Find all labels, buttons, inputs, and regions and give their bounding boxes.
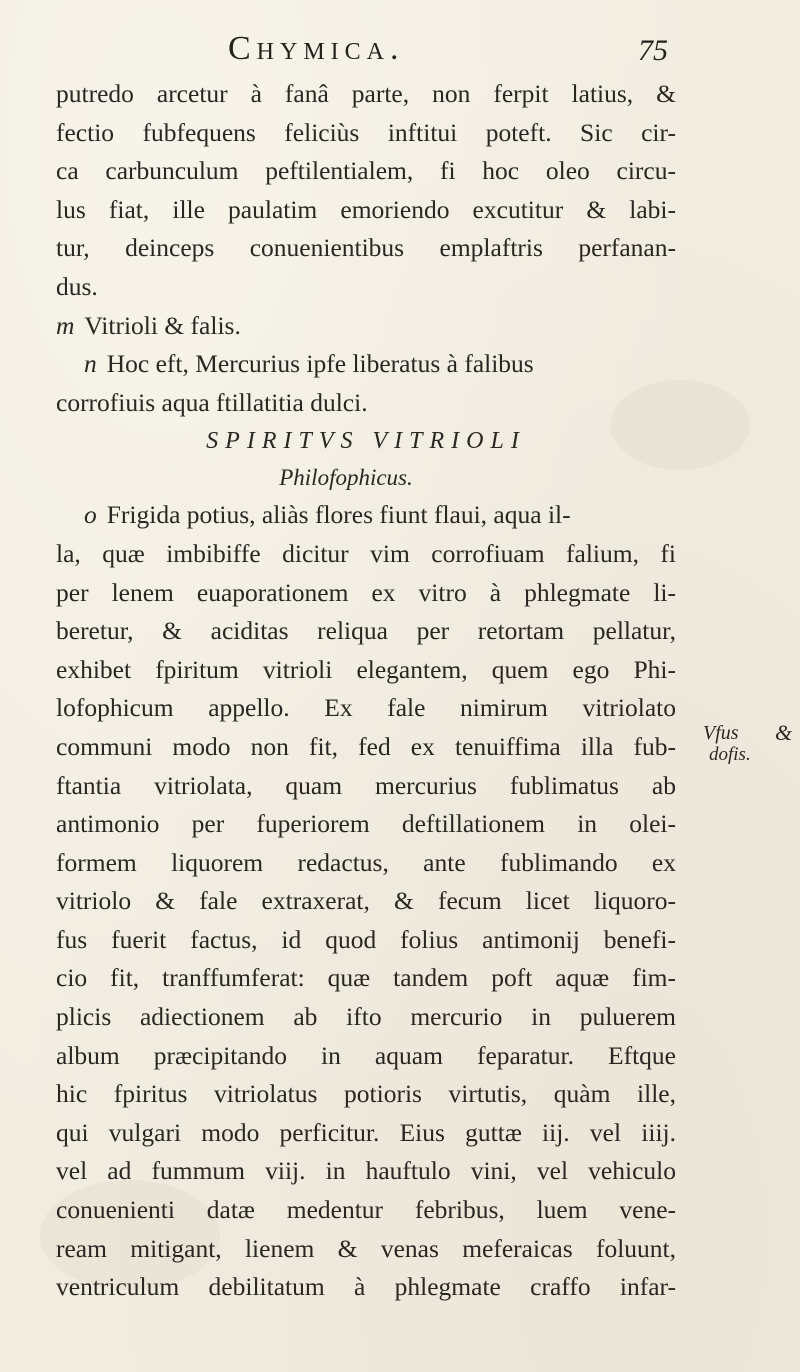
note-text: Vitrioli & falis. [84, 310, 241, 340]
section-title: SPIRITVS VITRIOLI [206, 428, 526, 455]
text-line: fus fuerit factus, id quod folius antimonij benefi- [56, 924, 676, 954]
margin-note-line: dofis. [709, 744, 751, 765]
text-line: antimonio per fuperiorem deftillationem in olei- [56, 809, 676, 839]
note-letter: o [84, 500, 97, 530]
text-line: album præcipitando in aquam feparatur. Eftque [56, 1040, 676, 1070]
body-text [56, 75, 676, 1307]
text-line: formem liquorem redactus, ante fublimando ex [56, 847, 676, 877]
text-line: ream mitigant, lienem & venas meferaicas foluunt, [56, 1233, 676, 1263]
text-line: plicis adiectionem ab ifto mercurio in puluerem [56, 1002, 676, 1032]
margin-ampersand: & [775, 720, 793, 745]
text-line: vel ad fummum viij. in hauftulo vini, vel vehiculo [56, 1156, 676, 1186]
section-subtitle: Philofophicus. [279, 465, 413, 491]
text-line: tur, deinceps conuenientibus emplaftris perfanan- [56, 233, 676, 263]
text-line: per lenem euaporationem ex vitro à phlegmate li- [56, 577, 676, 607]
text-line: cio fit, tranffumferat: quæ tandem poft aquæ fim- [56, 963, 676, 993]
text-line: dus. [56, 271, 98, 301]
note-item-n [56, 345, 676, 384]
text-line: ftantia vitriolata, quam mercurius fublimatus ab [56, 770, 676, 800]
text-line: lus fiat, ille paulatim emoriendo excutitur & labi- [56, 194, 676, 224]
text-line: fectio fubfequens feliciùs inftitui poteft. Sic cir- [56, 117, 676, 147]
text-line: conuenienti datæ medentur febribus, luem vene- [56, 1195, 676, 1225]
note-letter: m [56, 310, 75, 340]
note-text: Hoc eft, Mercurius ipfe liberatus à falibus [106, 349, 534, 379]
page-header [228, 30, 668, 78]
text-line: communi modo non fit, fed ex tenuiffima illa fub- [56, 731, 676, 761]
running-head: Chymica. [228, 30, 405, 67]
page-number: 75 [638, 34, 668, 67]
text-line: lofophicum appello. Ex fale nimirum vitriolato [56, 693, 676, 723]
text-line: ventriculum debilitatum à phlegmate craffo infar- [56, 1272, 676, 1302]
note-item-o [56, 496, 676, 535]
note-item-m [56, 307, 676, 346]
text-line: exhibet fpiritum vitrioli elegantem, quem ego Phi- [56, 654, 676, 684]
text-line: putredo arcetur à fanâ parte, non ferpit latius, & [56, 79, 676, 108]
text-line: beretur, & aciditas reliqua per retortam pellatur, [56, 616, 676, 646]
note-letter: n [84, 349, 97, 379]
note-text: Frigida potius, aliàs flores fiunt flaui, aqua il- [106, 500, 571, 530]
text-line: ca carbunculum peftilentialem, fi hoc oleo circu- [56, 156, 676, 186]
margin-note-line: Vfus [703, 722, 739, 744]
text-line: la, quæ imbibiffe dicitur vim corrofiuam falium, fi [56, 538, 676, 568]
text-line: vitriolo & fale extraxerat, & fecum licet liquoro- [56, 886, 676, 916]
text-line: hic fpiritus vitriolatus potioris virtutis, quàm ille, [56, 1079, 676, 1109]
text-line: corrofiuis aqua ftillatitia dulci. [56, 387, 368, 417]
text-line: qui vulgari modo perficitur. Eius guttæ iij. vel iiij. [56, 1117, 676, 1147]
